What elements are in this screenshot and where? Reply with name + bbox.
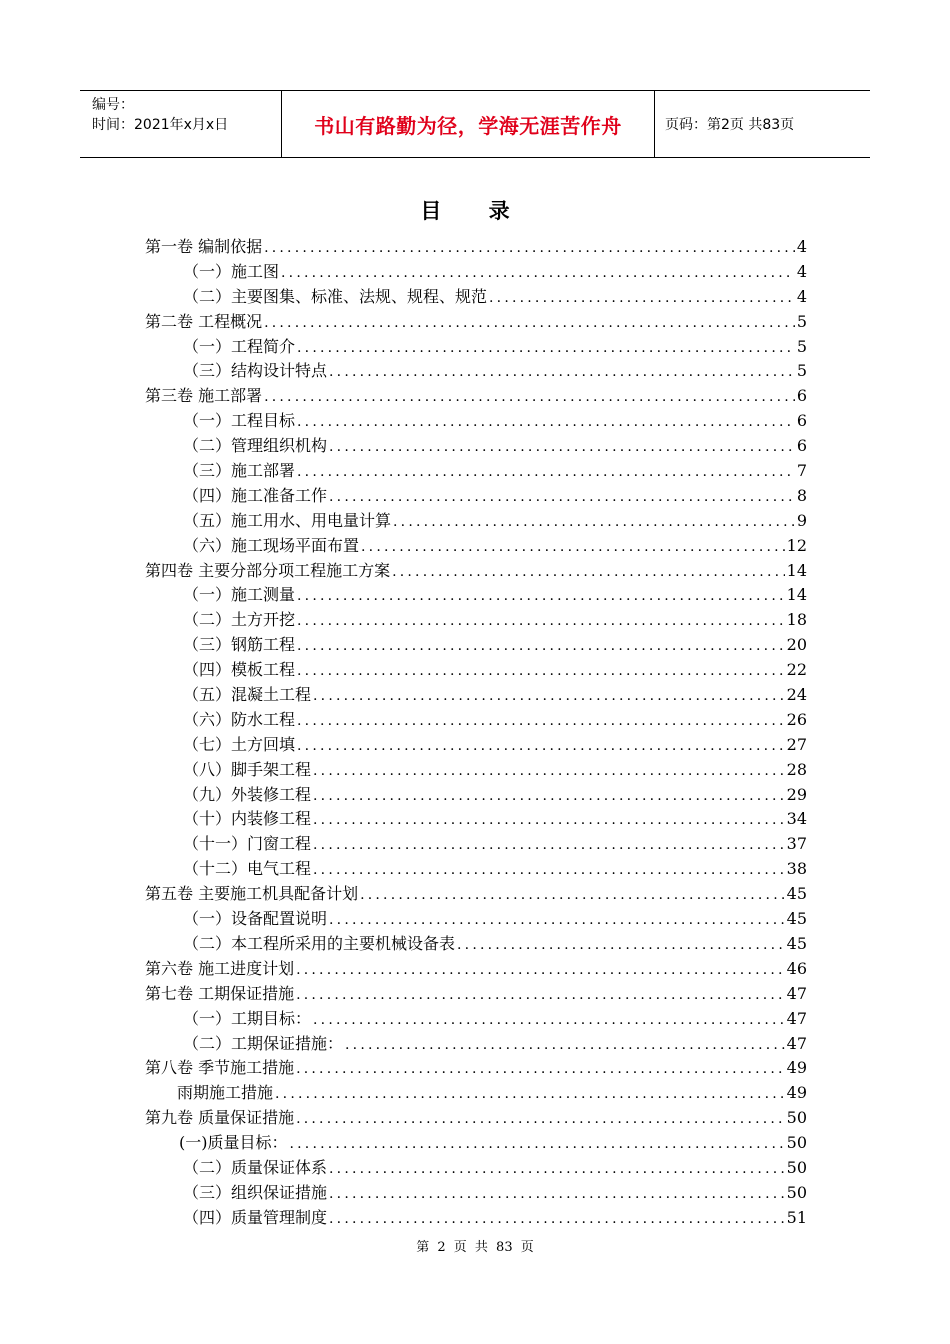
toc-leader-dots bbox=[345, 1033, 785, 1058]
toc-entry-label: （四）质量管理制度 bbox=[183, 1207, 328, 1227]
toc-leader-dots bbox=[313, 684, 785, 709]
toc-entry-label: （四）模板工程 bbox=[183, 660, 296, 680]
toc-entry[interactable] bbox=[145, 1032, 807, 1057]
toc-leader-dots bbox=[329, 1157, 785, 1182]
toc-entry[interactable] bbox=[145, 260, 807, 285]
toc-entry-page: 45 bbox=[786, 909, 807, 929]
toc-entry-page: 20 bbox=[786, 635, 807, 655]
toc-entry-label: 第四卷 主要分部分项工程施工方案 bbox=[145, 560, 391, 580]
toc-leader-dots bbox=[296, 958, 785, 983]
toc-entry-page: 5 bbox=[796, 311, 807, 331]
toc-leader-dots bbox=[297, 609, 785, 634]
toc-entry[interactable] bbox=[145, 235, 807, 260]
toc-entry[interactable] bbox=[145, 1181, 807, 1206]
toc-entry[interactable] bbox=[145, 509, 807, 534]
toc-entry-page: 34 bbox=[786, 809, 807, 829]
toc-leader-dots bbox=[296, 983, 785, 1008]
toc-entry-label: （一）工程简介 bbox=[183, 336, 296, 356]
toc-entry-page: 5 bbox=[796, 361, 807, 381]
toc-entry-page: 5 bbox=[796, 336, 807, 356]
toc-leader-dots bbox=[457, 933, 785, 958]
toc-entry-page: 6 bbox=[796, 411, 807, 431]
toc-entry-page: 18 bbox=[786, 610, 807, 630]
toc-entry[interactable] bbox=[145, 409, 807, 434]
toc-leader-dots bbox=[297, 584, 785, 609]
toc-entry-page: 14 bbox=[786, 585, 807, 605]
toc-leader-dots bbox=[313, 1008, 785, 1033]
toc-entry[interactable] bbox=[145, 1131, 807, 1156]
toc-leader-dots bbox=[290, 1132, 785, 1157]
toc-entry[interactable] bbox=[145, 310, 807, 335]
toc-entry-page: 49 bbox=[786, 1083, 807, 1103]
toc-entry[interactable] bbox=[145, 434, 807, 459]
toc-leader-dots bbox=[297, 460, 795, 485]
toc-entry[interactable] bbox=[145, 384, 807, 409]
toc-entry[interactable] bbox=[145, 907, 807, 932]
toc-entry[interactable] bbox=[145, 1206, 807, 1231]
toc-entry[interactable] bbox=[145, 783, 807, 808]
toc-entry-page: 45 bbox=[786, 933, 807, 953]
header-page-info: 页码：第2页 共83页 bbox=[665, 117, 795, 133]
toc-entry[interactable] bbox=[145, 1156, 807, 1181]
toc-entry-page: 47 bbox=[786, 1008, 807, 1028]
toc-leader-dots bbox=[489, 286, 795, 311]
toc-entry-label: 第三卷 施工部署 bbox=[145, 386, 263, 406]
toc-entry[interactable] bbox=[145, 335, 807, 360]
toc-leader-dots bbox=[297, 709, 785, 734]
toc-entry-page: 50 bbox=[786, 1108, 807, 1128]
toc-entry-label: （九）外装修工程 bbox=[183, 784, 312, 804]
toc-entry-page: 6 bbox=[796, 386, 807, 406]
toc-leader-dots bbox=[296, 1057, 785, 1082]
toc-entry[interactable] bbox=[145, 982, 807, 1007]
toc-entry[interactable] bbox=[145, 1007, 807, 1032]
toc-entry-page: 12 bbox=[786, 535, 807, 555]
toc-entry[interactable] bbox=[145, 882, 807, 907]
toc-leader-dots bbox=[313, 833, 785, 858]
header-meta-cell bbox=[80, 91, 282, 157]
page-footer: 第 2 页 共 83 页 bbox=[416, 1240, 534, 1255]
toc-entry-label: (一)质量目标： bbox=[179, 1133, 288, 1153]
toc-leader-dots bbox=[297, 734, 785, 759]
toc-entry-label: （七）土方回填 bbox=[183, 734, 296, 754]
toc-leader-dots bbox=[313, 759, 785, 784]
toc-leader-dots bbox=[329, 1207, 785, 1232]
toc-entry-page: 47 bbox=[786, 983, 807, 1003]
toc-entry[interactable] bbox=[145, 484, 807, 509]
toc-entry-label: 第八卷 季节施工措施 bbox=[145, 1058, 295, 1078]
toc-entry[interactable] bbox=[145, 658, 807, 683]
toc-entry-label: （六）施工现场平面布置 bbox=[183, 535, 360, 555]
toc-entry[interactable] bbox=[145, 459, 807, 484]
toc-entry-page: 29 bbox=[786, 784, 807, 804]
toc-entry[interactable] bbox=[145, 733, 807, 758]
toc-entry-page: 46 bbox=[786, 958, 807, 978]
toc-leader-dots bbox=[297, 634, 785, 659]
toc-entry[interactable] bbox=[145, 957, 807, 982]
toc-entry-label: 第五卷 主要施工机具配备计划 bbox=[145, 884, 359, 904]
toc-entry[interactable] bbox=[145, 708, 807, 733]
toc-entry[interactable] bbox=[145, 608, 807, 633]
toc-entry-page: 4 bbox=[796, 286, 807, 306]
toc-entry-label: （十二）电气工程 bbox=[183, 859, 312, 879]
toc-entry-label: 第六卷 施工进度计划 bbox=[145, 958, 295, 978]
toc-entry[interactable] bbox=[145, 758, 807, 783]
toc-leader-dots bbox=[297, 659, 785, 684]
toc-entry-label: （一）工程目标 bbox=[183, 411, 296, 431]
document-date-label: 时间：2021年x月x日 bbox=[92, 117, 229, 133]
toc-entry-page: 37 bbox=[786, 834, 807, 854]
toc-leader-dots bbox=[329, 485, 795, 510]
toc-entry-label: （五）施工用水、用电量计算 bbox=[183, 510, 392, 530]
toc-entry[interactable] bbox=[145, 932, 807, 957]
toc-entry[interactable] bbox=[145, 633, 807, 658]
toc-leader-dots bbox=[329, 908, 785, 933]
toc-entry[interactable] bbox=[145, 1081, 807, 1106]
toc-entry[interactable] bbox=[145, 1056, 807, 1081]
toc-leader-dots bbox=[329, 435, 795, 460]
toc-entry-label: （四）施工准备工作 bbox=[183, 485, 328, 505]
toc-entry-page: 22 bbox=[786, 660, 807, 680]
toc-entry-label: （三）施工部署 bbox=[183, 461, 296, 481]
toc-leader-dots bbox=[393, 510, 795, 535]
toc-entry-label: （一）施工图 bbox=[183, 261, 280, 281]
toc-leader-dots bbox=[360, 883, 785, 908]
toc-leader-dots bbox=[297, 336, 795, 361]
toc-entry-page: 7 bbox=[796, 461, 807, 481]
document-number-label: 编号： bbox=[92, 97, 134, 113]
toc-leader-dots bbox=[313, 784, 785, 809]
toc-entry-label: （二）质量保证体系 bbox=[183, 1157, 328, 1177]
toc-entry-page: 4 bbox=[796, 237, 807, 256]
toc-entry[interactable] bbox=[145, 534, 807, 559]
toc-entry-page: 14 bbox=[786, 560, 807, 580]
toc-entry-page: 26 bbox=[786, 709, 807, 729]
toc-entry-label: （二）管理组织机构 bbox=[183, 436, 328, 456]
toc-entry-page: 49 bbox=[786, 1058, 807, 1078]
toc-entry[interactable] bbox=[145, 583, 807, 608]
toc-entry-page: 50 bbox=[786, 1133, 807, 1153]
toc-entry-page: 4 bbox=[796, 261, 807, 281]
toc-entry-page: 24 bbox=[786, 685, 807, 705]
toc-entry-label: （八）脚手架工程 bbox=[183, 759, 312, 779]
toc-entry-label: （六）防水工程 bbox=[183, 709, 296, 729]
toc-leader-dots bbox=[264, 385, 795, 410]
toc-entry-label: （三）钢筋工程 bbox=[183, 635, 296, 655]
toc-entry-page: 9 bbox=[796, 510, 807, 530]
table-of-contents bbox=[145, 235, 807, 1231]
document-header bbox=[80, 90, 870, 158]
toc-entry-label: （十）内装修工程 bbox=[183, 809, 312, 829]
toc-leader-dots bbox=[313, 808, 785, 833]
toc-entry-page: 8 bbox=[796, 485, 807, 505]
toc-entry-label: （一）设备配置说明 bbox=[183, 909, 328, 929]
toc-leader-dots bbox=[264, 236, 795, 261]
toc-leader-dots bbox=[329, 360, 795, 385]
toc-entry[interactable] bbox=[145, 285, 807, 310]
toc-entry-page: 51 bbox=[786, 1207, 807, 1227]
toc-leader-dots bbox=[297, 410, 795, 435]
toc-entry-label: （十一）门窗工程 bbox=[183, 834, 312, 854]
toc-entry-page: 27 bbox=[786, 734, 807, 754]
toc-entry-page: 28 bbox=[786, 759, 807, 779]
toc-leader-dots bbox=[313, 858, 785, 883]
toc-entry-label: （三）组织保证措施 bbox=[183, 1182, 328, 1202]
toc-entry-label: （一）工期目标： bbox=[183, 1008, 312, 1028]
toc-entry-label: （一）施工测量 bbox=[183, 585, 296, 605]
toc-entry-label: （二）工期保证措施： bbox=[183, 1033, 344, 1053]
toc-entry[interactable] bbox=[145, 359, 807, 384]
toc-entry-label: 雨期施工措施 bbox=[177, 1083, 274, 1103]
toc-entry[interactable] bbox=[145, 857, 807, 882]
toc-entry-page: 6 bbox=[796, 436, 807, 456]
toc-leader-dots bbox=[296, 1107, 785, 1132]
toc-entry[interactable] bbox=[145, 832, 807, 857]
toc-entry-page: 45 bbox=[786, 884, 807, 904]
toc-entry[interactable] bbox=[145, 559, 807, 584]
toc-entry-page: 47 bbox=[786, 1033, 807, 1053]
toc-title: 目 录 bbox=[420, 199, 530, 223]
toc-entry[interactable] bbox=[145, 807, 807, 832]
toc-entry-page: 50 bbox=[786, 1157, 807, 1177]
toc-entry-label: 第七卷 工期保证措施 bbox=[145, 983, 295, 1003]
toc-leader-dots bbox=[264, 311, 795, 336]
toc-entry-label: （五）混凝土工程 bbox=[183, 685, 312, 705]
toc-leader-dots bbox=[329, 1182, 785, 1207]
toc-entry-label: 第二卷 工程概况 bbox=[145, 311, 263, 331]
toc-entry-page: 50 bbox=[786, 1182, 807, 1202]
toc-entry[interactable] bbox=[145, 683, 807, 708]
toc-leader-dots bbox=[392, 560, 785, 585]
toc-leader-dots bbox=[361, 535, 785, 560]
toc-entry-label: （二）本工程所采用的主要机械设备表 bbox=[183, 933, 456, 953]
header-motto: 书山有路勤为径，学海无涯苦作舟 bbox=[282, 91, 655, 157]
toc-entry-page: 38 bbox=[786, 859, 807, 879]
toc-entry-label: （二）主要图集、标准、法规、规程、规范 bbox=[183, 286, 488, 306]
toc-entry-label: （三）结构设计特点 bbox=[183, 361, 328, 381]
toc-entry-label: 第九卷 质量保证措施 bbox=[145, 1108, 295, 1128]
toc-entry-label: 第一卷 编制依据 bbox=[145, 237, 263, 256]
toc-leader-dots bbox=[281, 261, 795, 286]
toc-entry[interactable] bbox=[145, 1106, 807, 1131]
toc-leader-dots bbox=[275, 1082, 785, 1107]
toc-entry-label: （二）土方开挖 bbox=[183, 610, 296, 630]
